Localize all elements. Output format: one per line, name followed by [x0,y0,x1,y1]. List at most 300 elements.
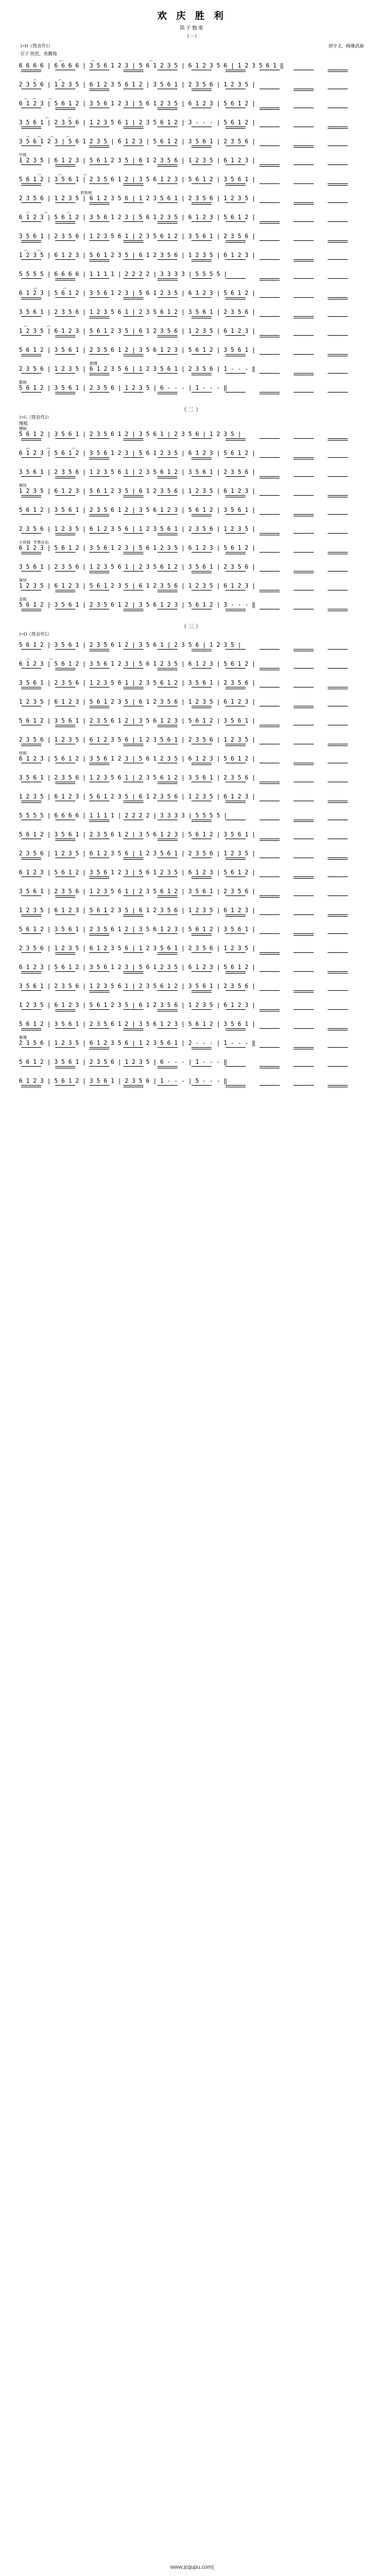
staff-container [19,58,365,1092]
beam [55,392,75,393]
beam [294,438,314,439]
staff-line [19,675,365,694]
staff-line [19,656,365,675]
beam [89,933,109,934]
beam-group [19,990,365,992]
beam [225,990,246,991]
beam [260,183,280,184]
staff-line [19,153,365,172]
beam [260,297,280,298]
beam [328,971,348,972]
beam-secondary [191,878,212,879]
section-number-one: （一） [184,33,200,39]
beam [21,1047,41,1048]
beam [89,183,109,184]
beam [260,552,280,553]
staff-line-notes: 1 2 3 5 | 6 1 2 3 | 5 6 1 2 3 5 | 6 1 2 3 5 6 | 1 2 3 5 | 6 1 2 3 | [19,1002,256,1009]
beam-secondary [260,783,280,784]
beam [225,571,246,572]
beam-secondary [260,840,280,841]
staff-line-notes: 5 6 1 2 | 3 5 6 1 | 2 3 5 6 1 2 | 3 5 6 1 2 3 | 5 6 1 2 | 3 - - - ‖ [19,602,256,608]
beam-group [19,571,365,573]
section-tempo-marking: 1=D（筒音作5） [19,632,52,637]
beam [191,990,212,991]
beam-secondary [89,90,109,91]
beam-secondary [260,166,280,167]
beam [89,952,109,953]
staff-line [19,770,365,789]
staff-line-notes: 6 1 2 3 | 5 6 1 2 | 3 5 6 1 2 3 | 5 6 1 2 3 5 | 6 1 2 3 | 5 6 1 2 | [19,545,256,551]
beam [157,297,177,298]
beam [123,533,143,534]
beam-secondary [123,242,143,243]
beam-group [19,89,365,91]
beam-group [19,278,365,280]
beam [191,373,212,374]
beam [123,259,143,260]
staff-line-notes: 3 5 6 1 2 3 | 5 6 1 2 3 5 | 6 1 2 3 | 5 6 1 2 | 3 5 6 1 | 2 3 5 6 | [19,138,256,145]
beam [55,373,75,374]
beam [21,164,41,165]
beam-secondary [157,897,177,898]
beam [123,1085,143,1086]
beam [328,933,348,934]
beam [260,1047,280,1048]
beam [123,1047,143,1048]
staff-line-notes: 6 1 2 3 | 5 6 1 2 | 3 5 6 1 | 2 3 5 6 | 1 - - - | 5 - - - ‖ [19,1078,227,1084]
beam [294,392,314,393]
beam [55,552,75,553]
staff-line [19,998,365,1016]
staff-line-markings: ︵ ︵ [19,285,67,290]
beam [55,316,75,317]
beam-secondary [89,204,109,205]
beam [157,668,177,669]
beam [260,495,280,496]
beam [123,914,143,915]
staff-line-notes: 3 5 6 1 | 2 3 5 6 | 1 2 3 5 6 1 | 2 3 5 6 1 2 | 3 5 6 1 | 2 3 5 6 | [19,983,256,990]
beam [225,457,246,458]
beam [260,202,280,203]
beam [123,649,143,650]
staff-line [19,846,365,865]
staff-line [19,540,365,559]
beam [157,1066,177,1067]
staff-line-notes: 3 5 6 1 | 2 3 5 6 | 1 2 3 5 6 1 | 2 3 5 6 1 2 | 3 5 6 1 | 2 3 5 6 | [19,564,256,570]
beam-secondary [328,242,348,243]
beam-secondary [89,261,109,262]
beam [328,895,348,896]
beam-secondary [89,935,109,936]
beam [260,914,280,915]
beam-secondary [55,109,75,110]
beam-secondary [191,261,212,262]
beam [294,354,314,355]
beam-group [19,744,365,746]
beam [89,373,109,374]
beam [21,514,41,515]
beam [328,476,348,477]
staff-line [19,808,365,827]
beam-secondary [157,954,177,955]
beam [260,1085,280,1086]
beam-secondary [260,109,280,110]
beam-group [19,706,365,708]
beam [55,649,75,650]
beam [225,1028,246,1029]
beam [328,1009,348,1010]
staff-line [19,342,365,361]
beam [191,552,212,553]
beam-secondary [191,147,212,148]
beam [328,1047,348,1048]
staff-line-notes: 1 2 3 5 | 6 1 2 3 | 5 6 1 2 3 5 | 6 1 2 3 5 6 | 1 2 3 5 | 6 1 2 3 | [19,328,256,335]
beam [157,457,177,458]
staff-line [19,597,365,616]
beam-secondary [294,261,314,262]
beam [294,914,314,915]
beam-group [19,457,365,459]
beam [21,495,41,496]
beam [260,476,280,477]
beam [89,438,109,439]
beam-secondary [328,802,348,803]
staff-line-notes: 2 3 5 6 | 1 2 3 5 | 6 1 2 3 5 6 | 1 2 3 5 6 1 | 2 3 5 6 | 1 2 3 5 | [19,737,256,743]
section-label: （三） [181,624,203,630]
beam [55,183,75,184]
beam [55,1085,75,1086]
beam-group [19,164,365,167]
beam [21,316,41,317]
staff-line-markings: 渐慢 [19,361,98,366]
beam [55,240,75,241]
beam [21,933,41,934]
beam-secondary [225,71,246,72]
beam [123,1066,143,1067]
beam [225,914,246,915]
staff-line [19,1035,365,1054]
beam [157,495,177,496]
beam [225,933,246,934]
beam [191,259,212,260]
beam [157,259,177,260]
staff-line [19,884,365,903]
beam [157,552,177,553]
staff-line [19,694,365,713]
staff-line [19,1016,365,1035]
beam [225,495,246,496]
beam-secondary [89,764,109,765]
staff-line-notes: 3 5 6 1 | 2 3 5 6 | 1 2 3 5 6 1 | 2 3 5 6 1 2 | 3 5 6 1 | 2 3 5 6 | [19,774,256,781]
beam [123,354,143,355]
beam [294,202,314,203]
beam [225,392,246,393]
beam-secondary [294,204,314,205]
staff-line-notes: 5 6 1 2 | 3 5 6 1 | 2 3 5 6 1 2 | 3 5 6 1 2 3 | 5 6 1 2 | 3 5 6 1 | [19,1021,256,1028]
beam-group [19,127,365,129]
staff-line [19,1054,365,1073]
beam [191,571,212,572]
beam [191,1009,212,1010]
beam-group [19,438,365,440]
beam [328,914,348,915]
beam [294,335,314,336]
staff-line-markings: 渐慢 [19,1035,27,1040]
beam [21,952,41,953]
beam [89,297,109,298]
beam [21,476,41,477]
beam [225,297,246,298]
beam [157,240,177,241]
beam [328,259,348,260]
beam-group [19,820,365,822]
beam [89,649,109,650]
beam [157,895,177,896]
beam [191,668,212,669]
beam-secondary [294,878,314,879]
beam-secondary [123,802,143,803]
beam [260,335,280,336]
beam [89,476,109,477]
beam-secondary [55,223,75,224]
beam [89,990,109,991]
beam-group [19,495,365,497]
beam-secondary [55,954,75,955]
beam [191,971,212,972]
staff-line-notes: 6 1 2 3 | 5 6 1 2 | 3 5 6 1 2 3 | 5 6 1 2 3 5 | 6 1 2 3 | 5 6 1 2 | [19,450,256,457]
beam-secondary [21,71,41,72]
beam [225,240,246,241]
beam [157,514,177,515]
beam-secondary [294,90,314,91]
beam-secondary [157,109,177,110]
beam [89,1028,109,1029]
beam [123,438,143,439]
beam [260,1028,280,1029]
beam [157,316,177,317]
beam [55,514,75,515]
staff-line-markings: ︵ ︵ [19,248,41,252]
beam [260,392,280,393]
beam-group [19,971,365,974]
beam [89,259,109,260]
beam-group [19,335,365,337]
beam [294,373,314,374]
beam [55,297,75,298]
beam [328,354,348,355]
beam [123,278,143,279]
beam [89,1047,109,1048]
beam [225,354,246,355]
beam [191,164,212,165]
beam [225,649,246,650]
beam [21,668,41,669]
staff-line [19,979,365,998]
beam [89,895,109,896]
staff-line-notes: 1 2 3 5 | 6 1 2 3 | 5 6 1 2 3 5 | 6 1 2 3 5 6 | 1 2 3 5 | 6 1 2 3 | [19,583,256,589]
beam-secondary [225,859,246,860]
beam [328,278,348,279]
beam-group [19,108,365,110]
beam [191,1085,212,1086]
staff-line-notes: 1 2 3 5 | 6 1 2 3 | 5 6 1 2 3 5 | 6 1 2 3 5 6 | 1 2 3 5 | 6 1 2 3 | [19,488,256,495]
beam-group [19,952,365,955]
staff-line [19,210,365,229]
beam [55,990,75,991]
staff-line-notes: 1 2 3 5 | 6 1 2 3 | 5 6 1 2 3 5 | 6 1 2 3 5 6 | 1 2 3 5 | 6 1 2 3 | [19,252,256,259]
staff-line-markings: ︵ ︵ ︵ [19,58,153,62]
staff-line [19,751,365,770]
meta-row [0,43,384,51]
staff-line-markings: 慢板 [19,427,27,431]
staff-line-notes: 1 2 3 5 | 6 1 2 3 | 5 6 1 2 3 5 | 6 1 2 3 5 6 | 1 2 3 5 | 6 1 2 3 | [19,157,256,164]
beam [157,1028,177,1029]
staff-line-notes: 5 5 5 5 | 6 6 6 6 | 1 1 1 1 | 2 2 2 2 | 3 3 3 3 | 5 5 5 5 | [19,812,227,819]
beam [157,1047,177,1048]
beam [21,649,41,650]
beam-group [19,687,365,689]
beam [157,164,177,165]
page-title: 欢 庆 胜 利 [157,11,227,21]
beam [294,221,314,222]
staff-line [19,248,365,267]
beam [123,202,143,203]
beam [157,354,177,355]
beam [89,495,109,496]
beam [225,1009,246,1010]
beam [21,354,41,355]
beam [123,183,143,184]
beam [123,933,143,934]
beam [55,278,75,279]
beam [157,202,177,203]
beam [123,895,143,896]
beam [123,335,143,336]
beam-secondary [191,764,212,765]
staff-line-markings: ︵ ︵ [19,115,72,119]
beam [123,476,143,477]
beam [157,571,177,572]
beam-group [19,514,365,516]
beam [225,1047,246,1048]
beam-group [19,146,365,148]
staff-line-notes: 5 6 1 2 | 3 5 6 1 | 2 3 5 6 1 2 | 3 5 6 1 2 3 | 5 6 1 2 | 3 5 6 1 | [19,831,256,838]
staff-line-markings: 稍快 [19,483,27,488]
staff-line-notes: 1 2 3 5 | 6 1 2 3 | 5 6 1 2 3 5 | 6 1 2 3 5 6 | 1 2 3 5 | 6 1 2 3 | [19,699,256,705]
beam [21,1009,41,1010]
staff-line-notes: 5 5 5 5 | 6 6 6 6 | 1 1 1 1 | 2 2 2 2 | 3 3 3 3 | 5 5 5 5 | [19,271,227,278]
beam-secondary [294,821,314,822]
beam [294,240,314,241]
beam [260,457,280,458]
beam [55,571,75,572]
beam [294,668,314,669]
beam [89,1009,109,1010]
beam [294,183,314,184]
staff-line-notes: 2 3 5 6 | 1 2 3 5 | 6 1 2 3 5 6 | 1 2 3 5 6 1 | 2 3 5 6 | 1 2 3 5 | [19,945,256,952]
staff-line-notes: 1 2 3 5 | 6 1 2 3 | 5 6 1 2 3 5 | 6 1 2 3 5 6 | 1 2 3 5 | 6 1 2 3 | [19,793,256,800]
beam [225,259,246,260]
beam [21,438,41,439]
beam [260,971,280,972]
beam [191,354,212,355]
beam [191,1066,212,1067]
beam-secondary [123,916,143,917]
staff-line-notes: 3 5 6 1 | 2 3 5 6 | 1 2 3 5 6 1 | 2 3 5 6 1 2 | 3 5 6 1 | 2 3 5 6 | [19,233,256,240]
staff-line-notes: 5 6 1 2 | 3 5 6 1 | 2 3 5 6 1 2 | 3 5 6 1 | 2 3 5 6 | 1 2 3 5 | [19,642,242,648]
beam [260,533,280,534]
beam [191,183,212,184]
beam [294,649,314,650]
beam [191,895,212,896]
staff-line-markings: ︵ ︵ ︵ [19,96,52,100]
beam-secondary [21,859,41,860]
beam [89,221,109,222]
beam-secondary [294,147,314,148]
beam [55,457,75,458]
beam-secondary [328,859,348,860]
staff-line [19,922,365,941]
staff-line-notes: 6 1 2 3 | 5 6 1 2 | 3 5 6 1 2 3 | 5 6 1 2 3 5 | 6 1 2 3 | 5 6 1 2 | [19,756,256,762]
beam [191,438,212,439]
beam [328,552,348,553]
beam [328,221,348,222]
beam [260,259,280,260]
beam-group [19,914,365,917]
staff-line [19,267,365,285]
staff-line [19,637,365,656]
beam [191,495,212,496]
beam [225,476,246,477]
beam [225,335,246,336]
section-expression-marking: 慢板 [19,421,28,426]
beam-secondary [123,859,143,860]
beam [328,438,348,439]
beam [328,571,348,572]
staff-line [19,323,365,342]
beam [157,1009,177,1010]
beam [21,278,41,279]
staff-line-notes: 1 2 3 5 | 6 1 2 3 | 5 6 1 2 3 5 | 6 1 2 3 5 6 | 1 2 3 5 | 6 1 2 3 | [19,907,256,914]
beam [157,183,177,184]
beam [191,1047,212,1048]
beam [294,971,314,972]
beam [123,164,143,165]
beam [55,476,75,477]
beam [328,335,348,336]
beam-group [19,354,365,356]
beam [225,952,246,953]
beam-group [19,240,365,243]
beam [328,1066,348,1067]
staff-line [19,77,365,96]
staff-line [19,521,365,540]
beam [294,952,314,953]
beam [260,649,280,650]
beam [260,373,280,374]
beam-secondary [21,973,41,974]
staff-line-notes: 5 6 1 2 | 3 5 6 1 | 2 3 5 6 1 2 | 3 5 6 1 2 3 | 5 6 1 2 | 3 5 6 1 | [19,176,256,183]
staff-line [19,427,365,446]
beam [89,914,109,915]
beam-secondary [328,973,348,974]
staff-line [19,713,365,732]
staff-line-notes: 6 1 2 3 | 5 6 1 2 | 3 5 6 1 2 3 | 5 6 1 2 3 5 | 6 1 2 3 | 5 6 1 2 | [19,661,256,667]
beam [260,571,280,572]
staff-line-notes: 2 3 5 6 | 1 2 3 5 | 6 1 2 3 5 6 1 2 | 3 5 6 1 | 2 3 5 6 | 1 2 3 5 | [19,81,256,88]
staff-line-notes: 2 3 5 6 | 1 2 3 5 | 6 1 2 3 5 6 | 1 2 3 5 6 1 | 2 3 5 6 | 1 - - - ‖ [19,366,256,372]
staff-line-markings: 散板 [19,380,27,385]
